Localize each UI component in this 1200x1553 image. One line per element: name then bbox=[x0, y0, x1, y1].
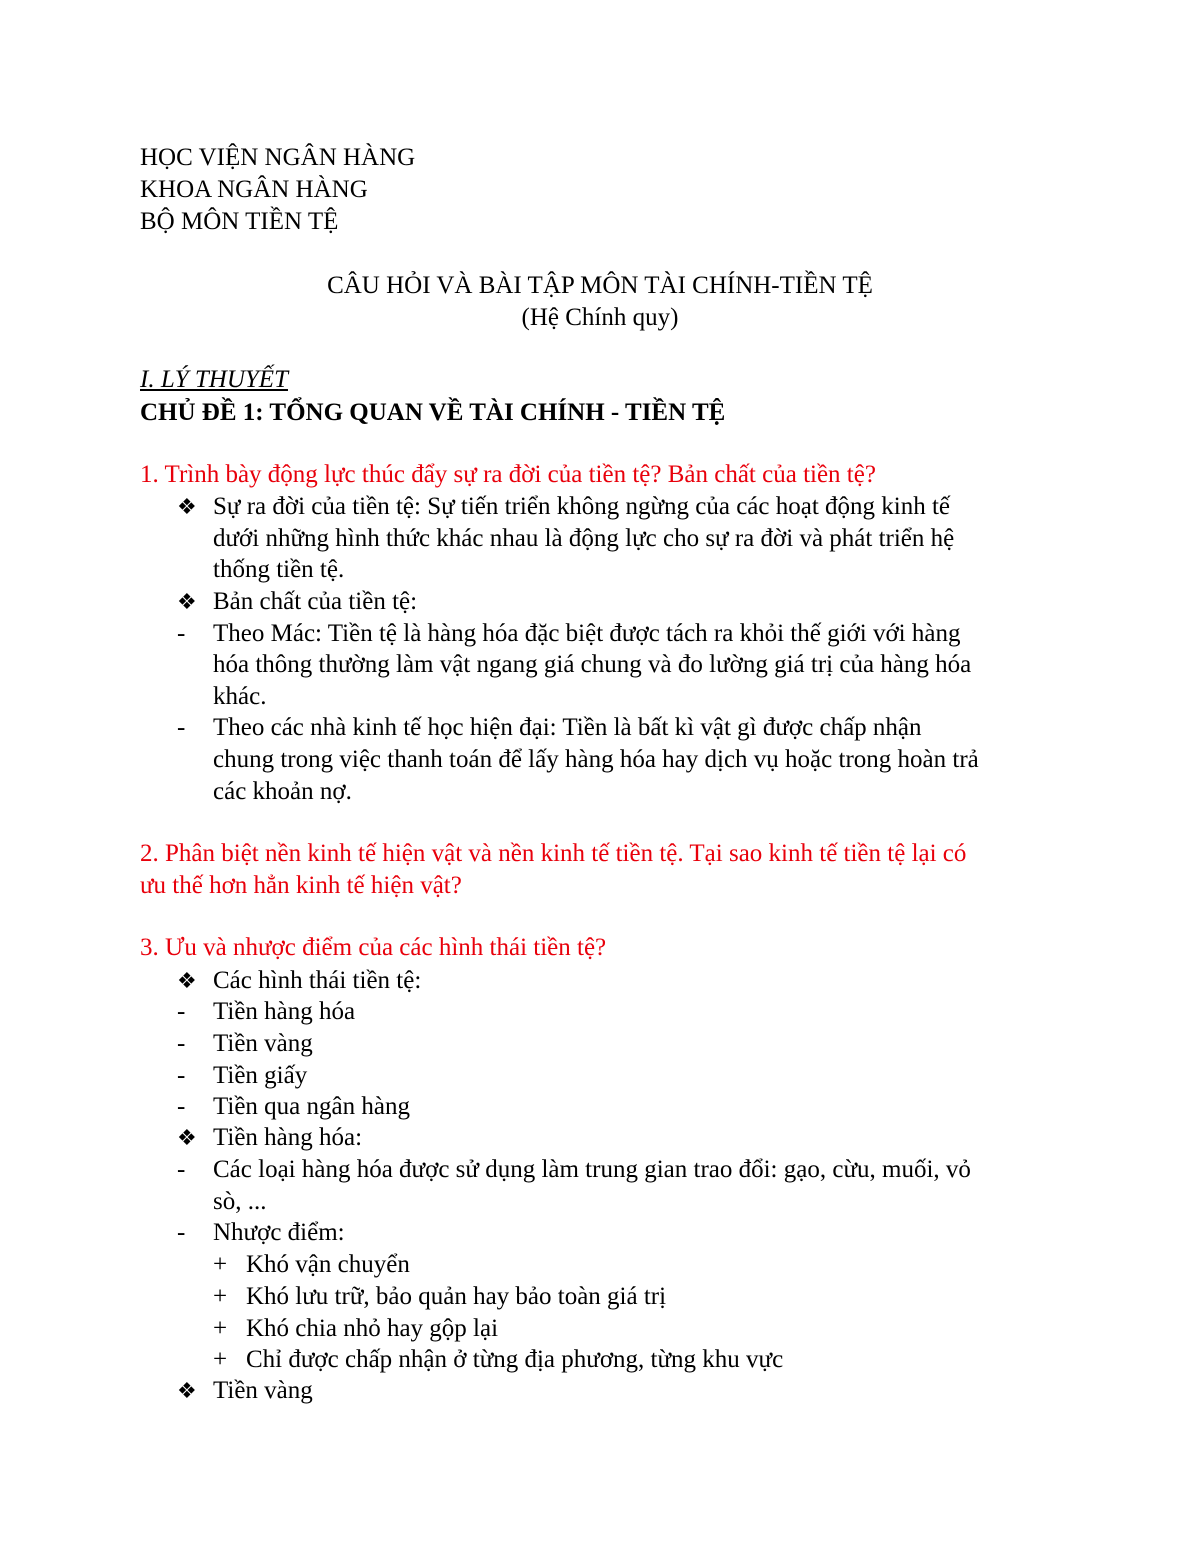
question-2-title-line-2: ưu thế hơn hẳn kinh tế hiện vật? bbox=[140, 872, 462, 899]
document-subtitle: (Hệ Chính quy) bbox=[521, 304, 679, 331]
institution-name: HỌC VIỆN NGÂN HÀNG bbox=[140, 144, 416, 171]
q3-bullet-2: Tiền hàng hóa: bbox=[213, 1124, 363, 1151]
q1-bullet-1-line-3: thống tiền tệ. bbox=[213, 556, 345, 583]
dash-bullet-icon: - bbox=[177, 1030, 186, 1057]
diamond-bullet-icon: ❖ bbox=[177, 1125, 197, 1150]
q3-bullet-3: Tiền vàng bbox=[213, 1377, 313, 1404]
diamond-bullet-icon: ❖ bbox=[177, 1378, 197, 1403]
q1-bullet-1-line-1: Sự ra đời của tiền tệ: Sự tiến triển không ngừng của các hoạt động kinh tế bbox=[213, 493, 951, 520]
document-title: CÂU HỎI VÀ BÀI TẬP MÔN TÀI CHÍNH-TIỀN TỆ bbox=[327, 272, 873, 299]
q3-form-4: Tiền qua ngân hàng bbox=[213, 1093, 410, 1120]
plus-bullet-icon: + bbox=[213, 1346, 228, 1373]
plus-bullet-icon: + bbox=[213, 1283, 228, 1310]
q3-dash-1-line-2: sò, ... bbox=[213, 1188, 267, 1215]
plus-bullet-icon: + bbox=[213, 1315, 228, 1342]
q3-form-3: Tiền giấy bbox=[213, 1062, 308, 1089]
diamond-bullet-icon: ❖ bbox=[177, 494, 197, 519]
department-name: BỘ MÔN TIỀN TỆ bbox=[140, 208, 339, 235]
q3-form-1: Tiền hàng hóa bbox=[213, 998, 356, 1025]
section-label: I. LÝ THUYẾT bbox=[140, 366, 288, 393]
q1-dash-2-line-1: Theo các nhà kinh tế học hiện đại: Tiền là bất kì vật gì được chấp nhận bbox=[213, 714, 922, 741]
question-2-title-line-1: 2. Phân biệt nền kinh tế hiện vật và nền kinh tế tiền tệ. Tại sao kinh tế tiền tệ lại có bbox=[140, 840, 967, 867]
plus-bullet-icon: + bbox=[213, 1251, 228, 1278]
diamond-bullet-icon: ❖ bbox=[177, 589, 197, 614]
q1-dash-1-line-1: Theo Mác: Tiền tệ là hàng hóa đặc biệt được tách ra khỏi thế giới với hàng bbox=[213, 620, 961, 647]
q1-bullet-2: Bản chất của tiền tệ: bbox=[213, 588, 418, 615]
q3-con-1: Khó vận chuyển bbox=[246, 1251, 410, 1278]
q3-con-2: Khó lưu trữ, bảo quản hay bảo toàn giá trị bbox=[246, 1283, 667, 1310]
q3-bullet-1: Các hình thái tiền tệ: bbox=[213, 967, 422, 994]
q3-dash-1-line-1: Các loại hàng hóa được sử dụng làm trung gian trao đổi: gạo, cừu, muối, vỏ bbox=[213, 1156, 971, 1183]
q1-dash-2-line-3: các khoản nợ. bbox=[213, 778, 352, 805]
q1-dash-2-line-2: chung trong việc thanh toán để lấy hàng hóa hay dịch vụ hoặc trong hoàn trả bbox=[213, 746, 979, 773]
topic-title: CHỦ ĐỀ 1: TỔNG QUAN VỀ TÀI CHÍNH - TIỀN TỆ bbox=[140, 399, 726, 426]
q1-dash-1-line-3: khác. bbox=[213, 683, 267, 710]
q1-bullet-1-line-2: dưới những hình thức khác nhau là động lực cho sự ra đời và phát triển hệ bbox=[213, 525, 955, 552]
question-1-title: 1. Trình bày động lực thúc đẩy sự ra đời của tiền tệ? Bản chất của tiền tệ? bbox=[140, 461, 876, 488]
dash-bullet-icon: - bbox=[177, 1062, 186, 1089]
question-3-title: 3. Ưu và nhược điểm của các hình thái tiền tệ? bbox=[140, 934, 607, 961]
dash-bullet-icon: - bbox=[177, 1156, 186, 1183]
dash-bullet-icon: - bbox=[177, 1219, 186, 1246]
faculty-name: KHOA NGÂN HÀNG bbox=[140, 176, 368, 203]
q1-dash-1-line-2: hóa thông thường làm vật ngang giá chung và đo lường giá trị của hàng hóa bbox=[213, 651, 972, 678]
diamond-bullet-icon: ❖ bbox=[177, 968, 197, 993]
dash-bullet-icon: - bbox=[177, 620, 186, 647]
q3-con-4: Chỉ được chấp nhận ở từng địa phương, từng khu vực bbox=[246, 1346, 784, 1373]
dash-bullet-icon: - bbox=[177, 998, 186, 1025]
dash-bullet-icon: - bbox=[177, 714, 186, 741]
q3-dash-2: Nhược điểm: bbox=[213, 1219, 345, 1246]
q3-form-2: Tiền vàng bbox=[213, 1030, 313, 1057]
q3-con-3: Khó chia nhỏ hay gộp lại bbox=[246, 1315, 499, 1342]
dash-bullet-icon: - bbox=[177, 1093, 186, 1120]
